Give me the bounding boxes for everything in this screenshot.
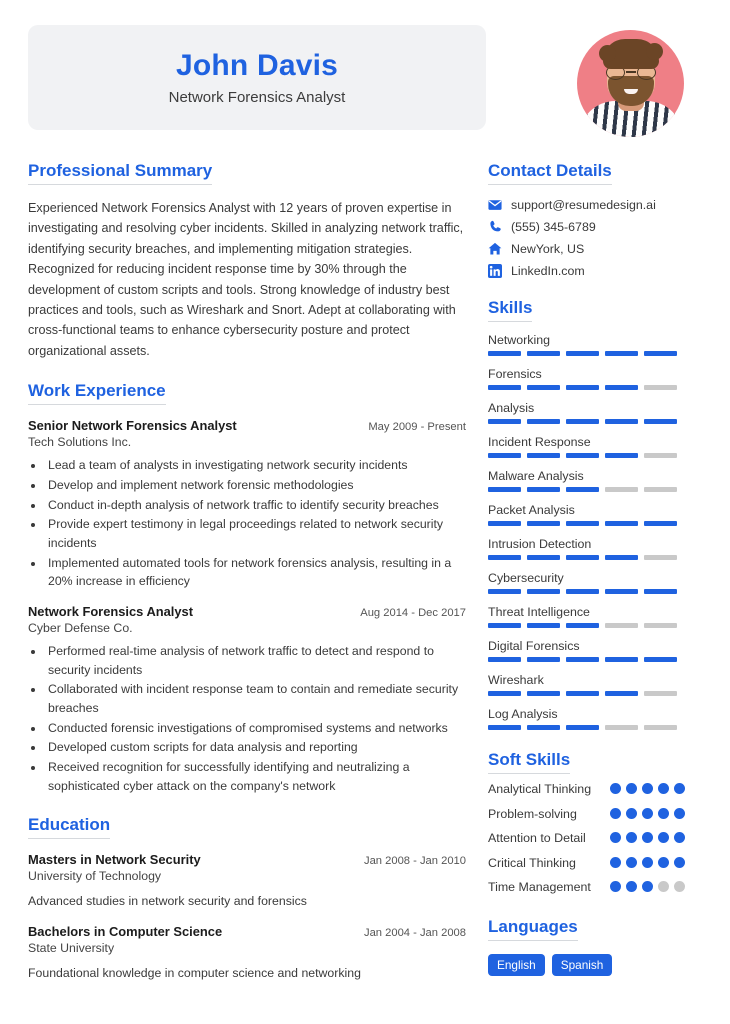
envelope-icon (488, 198, 502, 212)
skill-bar-segment (566, 521, 599, 526)
skill-bar-segment (605, 725, 638, 730)
responsibility-item: • Develop and implement network forensic methodologies (45, 476, 466, 495)
phone-icon (488, 220, 502, 234)
skill-bar-segment (644, 521, 677, 526)
contact-value: support@resumedesign.ai (511, 198, 656, 212)
entry-header (28, 418, 466, 433)
responsibility-item: • Performed real-time analysis of network traffic to detect and respond to security incidents (45, 642, 466, 679)
section-work-experience (28, 381, 466, 795)
responsibility-item: • Implemented automated tools for network forensics analysis, resulting in a 20% increase in efficiency (45, 554, 466, 591)
body-columns (28, 161, 702, 1002)
skill-label: Log Analysis (488, 707, 558, 721)
entry-date: Jan 2008 - Jan 2010 (363, 855, 466, 868)
skill-bar-segment (527, 419, 560, 424)
work-experience-list (28, 418, 466, 795)
skill-bar-segment (527, 351, 560, 356)
soft-skill-dot (626, 808, 637, 819)
soft-skill-dot (626, 857, 637, 868)
soft-skill-item (488, 878, 702, 897)
skill-bar (488, 555, 702, 560)
skill-label: Wireshark (488, 673, 544, 687)
skill-bar (488, 521, 702, 526)
skill-label: Intrusion Detection (488, 537, 592, 551)
skill-bar (488, 385, 702, 390)
entry-date: Aug 2014 - Dec 2017 (360, 606, 466, 619)
responsibility-item: • Provide expert testimony in legal proceedings related to network security incidents (45, 515, 466, 552)
soft-skill-dot (610, 832, 621, 843)
soft-skill-dot (610, 783, 621, 794)
skill-bar-segment (527, 623, 560, 628)
soft-skill-label: Critical Thinking (488, 855, 576, 870)
skill-bar-segment (644, 419, 677, 424)
skill-bar-segment (566, 657, 599, 662)
school-name: University of Technology (28, 869, 162, 884)
skill-bar (488, 419, 702, 424)
skill-bar-segment (527, 555, 560, 560)
skill-bar-segment (488, 487, 521, 492)
skill-item (488, 537, 702, 560)
education-list (28, 852, 466, 982)
soft-skill-dot (610, 808, 621, 819)
skill-bar-segment (488, 623, 521, 628)
skill-bar-segment (488, 555, 521, 560)
skill-bar-segment (605, 487, 638, 492)
soft-skill-rating (610, 805, 692, 819)
skill-label: Digital Forensics (488, 639, 580, 653)
section-soft-skills (488, 750, 702, 897)
contact-item[interactable] (488, 264, 702, 278)
soft-skill-dot (658, 808, 669, 819)
work-experience-heading: Work Experience (28, 381, 166, 405)
languages-list (488, 954, 702, 976)
skill-bar-segment (644, 453, 677, 458)
skill-bar-segment (605, 555, 638, 560)
skill-bar-segment (488, 657, 521, 662)
skill-bar-segment (488, 385, 521, 390)
skill-bar-segment (488, 725, 521, 730)
skill-bar-segment (527, 725, 560, 730)
soft-skill-item (488, 805, 702, 824)
responsibility-item: • Received recognition for successfully identifying and neutralizing a sophisticated cyber attack on the company's network (45, 758, 466, 795)
skill-bar (488, 351, 702, 356)
soft-skills-list (488, 780, 702, 897)
skill-bar-segment (488, 351, 521, 356)
skill-bar-segment (644, 623, 677, 628)
education-heading: Education (28, 815, 110, 839)
soft-skill-item (488, 780, 702, 799)
skill-bar (488, 453, 702, 458)
education-degree: Masters in Network Security (28, 852, 201, 868)
education-description: Foundational knowledge in computer science and networking (28, 965, 361, 980)
skill-bar-segment (605, 521, 638, 526)
soft-skill-dot (610, 881, 621, 892)
skill-bar-segment (644, 385, 677, 390)
section-skills (488, 298, 702, 730)
main-column (28, 161, 488, 1002)
page-title: John Davis (175, 49, 339, 82)
soft-skill-dot (658, 857, 669, 868)
entry-date: Jan 2004 - Jan 2008 (363, 926, 466, 939)
avatar-wrapper (577, 30, 684, 137)
skill-item (488, 707, 702, 730)
responsibility-item: • Developed custom scripts for data analysis and reporting (45, 738, 466, 757)
avatar-hair (603, 39, 659, 69)
skill-item (488, 503, 702, 526)
education-entry (28, 852, 466, 910)
skill-bar-segment (644, 725, 677, 730)
avatar (577, 30, 684, 137)
soft-skill-label: Problem-solving (488, 806, 577, 821)
contact-heading: Contact Details (488, 161, 612, 185)
skill-bar-segment (644, 589, 677, 594)
section-education (28, 815, 466, 982)
soft-skill-dot (658, 832, 669, 843)
skill-bar (488, 657, 702, 662)
skill-bar-segment (527, 453, 560, 458)
soft-skill-dot (674, 832, 685, 843)
section-contact (488, 161, 702, 278)
contact-value: (555) 345-6789 (511, 220, 596, 234)
soft-skill-dot (674, 857, 685, 868)
soft-skill-dot (642, 783, 653, 794)
language-tag[interactable]: Spanish (552, 954, 613, 976)
entry-header (28, 924, 466, 939)
school-name: State University (28, 940, 115, 955)
skill-bar-segment (527, 691, 560, 696)
skill-bar-segment (605, 657, 638, 662)
skill-bar-segment (488, 521, 521, 526)
soft-skill-dot (642, 857, 653, 868)
skill-bar-segment (605, 385, 638, 390)
entry-date: May 2009 - Present (368, 421, 466, 434)
skill-bar-segment (605, 589, 638, 594)
skill-bar-segment (644, 691, 677, 696)
skill-label: Forensics (488, 367, 542, 381)
skill-label: Cybersecurity (488, 571, 564, 585)
contact-value: LinkedIn.com (511, 264, 585, 278)
skill-bar-segment (527, 657, 560, 662)
job-title: Network Forensics Analyst (168, 89, 346, 106)
soft-skill-rating (610, 854, 692, 868)
skill-label: Packet Analysis (488, 503, 575, 517)
soft-skill-dot (642, 832, 653, 843)
work-experience-entry (28, 418, 466, 591)
skill-bar-segment (605, 691, 638, 696)
job-role: Network Forensics Analyst (28, 603, 194, 619)
education-description: Advanced studies in network security and forensics (28, 894, 307, 909)
skill-bar (488, 589, 702, 594)
contact-item[interactable] (488, 198, 702, 212)
skill-bar (488, 623, 702, 628)
responsibility-item: • Lead a team of analysts in investigating network security incidents (45, 456, 466, 475)
education-entry (28, 924, 466, 982)
skill-bar (488, 691, 702, 696)
skill-item (488, 605, 702, 628)
skill-bar-segment (527, 385, 560, 390)
skill-bar-segment (488, 419, 521, 424)
skill-bar-segment (488, 691, 521, 696)
soft-skills-heading: Soft Skills (488, 750, 570, 774)
skill-bar-segment (527, 521, 560, 526)
resume-header (28, 25, 702, 137)
skill-bar-segment (566, 487, 599, 492)
skill-bar-segment (605, 453, 638, 458)
skill-bar-segment (566, 385, 599, 390)
skill-label: Malware Analysis (488, 469, 584, 483)
skill-item (488, 673, 702, 696)
company-name: Tech Solutions Inc. (28, 435, 132, 450)
language-tag[interactable]: English (488, 954, 545, 976)
skill-item (488, 401, 702, 424)
responsibility-list (45, 456, 466, 591)
soft-skill-dot (626, 783, 637, 794)
soft-skill-dot (626, 832, 637, 843)
skill-item (488, 571, 702, 594)
skill-bar-segment (566, 351, 599, 356)
soft-skill-dot (642, 808, 653, 819)
skill-bar-segment (605, 419, 638, 424)
skill-label: Threat Intelligence (488, 605, 590, 619)
responsibility-item: • Collaborated with incident response team to contain and remediate security breaches (45, 680, 466, 717)
skill-bar-segment (566, 691, 599, 696)
skill-bar-segment (605, 623, 638, 628)
sidebar-column (488, 161, 702, 1002)
skill-bar-segment (566, 623, 599, 628)
education-degree: Bachelors in Computer Science (28, 923, 223, 939)
responsibility-item: • Conducted forensic investigations of compromised systems and networks (45, 719, 466, 738)
skill-item (488, 639, 702, 662)
summary-text: Experienced Network Forensics Analyst with 12 years of proven expertise in investigating and resolving cyber incidents. Skilled in analyzing network traffic, identifying security breaches, and implementing mitigation strategies. Recognized for reducing incident response time by 30% through the development of custom scripts and tools. Strong knowledge of industry best practices and tools, such as Wireshark and Snort. Adept at collaborating with cross-functional teams to enhance cybersecurity posture and protect organizational assets. (28, 201, 464, 358)
contact-list (488, 198, 702, 278)
skill-bar-segment (566, 555, 599, 560)
contact-item[interactable] (488, 220, 702, 234)
work-experience-entry (28, 604, 466, 796)
skill-bar-segment (644, 351, 677, 356)
skill-item (488, 367, 702, 390)
skill-bar-segment (566, 725, 599, 730)
soft-skill-dot (674, 783, 685, 794)
soft-skill-item (488, 854, 702, 873)
contact-value: NewYork, US (511, 242, 585, 256)
entry-header (28, 604, 466, 619)
skill-bar (488, 725, 702, 730)
skill-bar-segment (644, 487, 677, 492)
skill-bar-segment (488, 589, 521, 594)
skill-bar-segment (566, 589, 599, 594)
contact-item[interactable] (488, 242, 702, 256)
job-role: Senior Network Forensics Analyst (28, 418, 237, 434)
skills-list (488, 333, 702, 730)
linkedin-icon (488, 264, 502, 278)
soft-skill-rating (610, 780, 692, 794)
skill-bar-segment (566, 419, 599, 424)
languages-heading: Languages (488, 917, 578, 941)
skill-label: Analysis (488, 401, 535, 415)
soft-skill-label: Time Management (488, 880, 591, 895)
skill-bar-segment (527, 487, 560, 492)
skill-label: Incident Response (488, 435, 591, 449)
skills-heading: Skills (488, 298, 532, 322)
soft-skill-dot (674, 808, 685, 819)
skill-item (488, 469, 702, 492)
skill-bar-segment (644, 555, 677, 560)
skill-bar-segment (605, 351, 638, 356)
skill-bar-segment (566, 453, 599, 458)
soft-skill-dot (642, 881, 653, 892)
soft-skill-dot (610, 857, 621, 868)
skill-bar (488, 487, 702, 492)
summary-heading: Professional Summary (28, 161, 212, 185)
responsibility-list (45, 642, 466, 796)
name-card (28, 25, 486, 130)
soft-skill-dot (626, 881, 637, 892)
home-icon (488, 242, 502, 256)
skill-bar-segment (644, 657, 677, 662)
soft-skill-rating (610, 878, 692, 892)
soft-skill-dot (658, 881, 669, 892)
soft-skill-label: Analytical Thinking (488, 782, 592, 796)
skill-bar-segment (527, 589, 560, 594)
skill-item (488, 435, 702, 458)
soft-skill-dot (674, 881, 685, 892)
soft-skill-item (488, 829, 702, 848)
soft-skill-dot (658, 783, 669, 794)
entry-header (28, 852, 466, 867)
skill-bar-segment (488, 453, 521, 458)
skill-item (488, 333, 702, 356)
section-summary (28, 161, 466, 361)
section-languages (488, 917, 702, 976)
responsibility-item: • Conduct in-depth analysis of network traffic to identify security breaches (45, 496, 466, 515)
soft-skill-label: Attention to Detail (488, 831, 586, 846)
skill-label: Networking (488, 333, 550, 347)
soft-skill-rating (610, 829, 692, 843)
company-name: Cyber Defense Co. (28, 620, 133, 635)
